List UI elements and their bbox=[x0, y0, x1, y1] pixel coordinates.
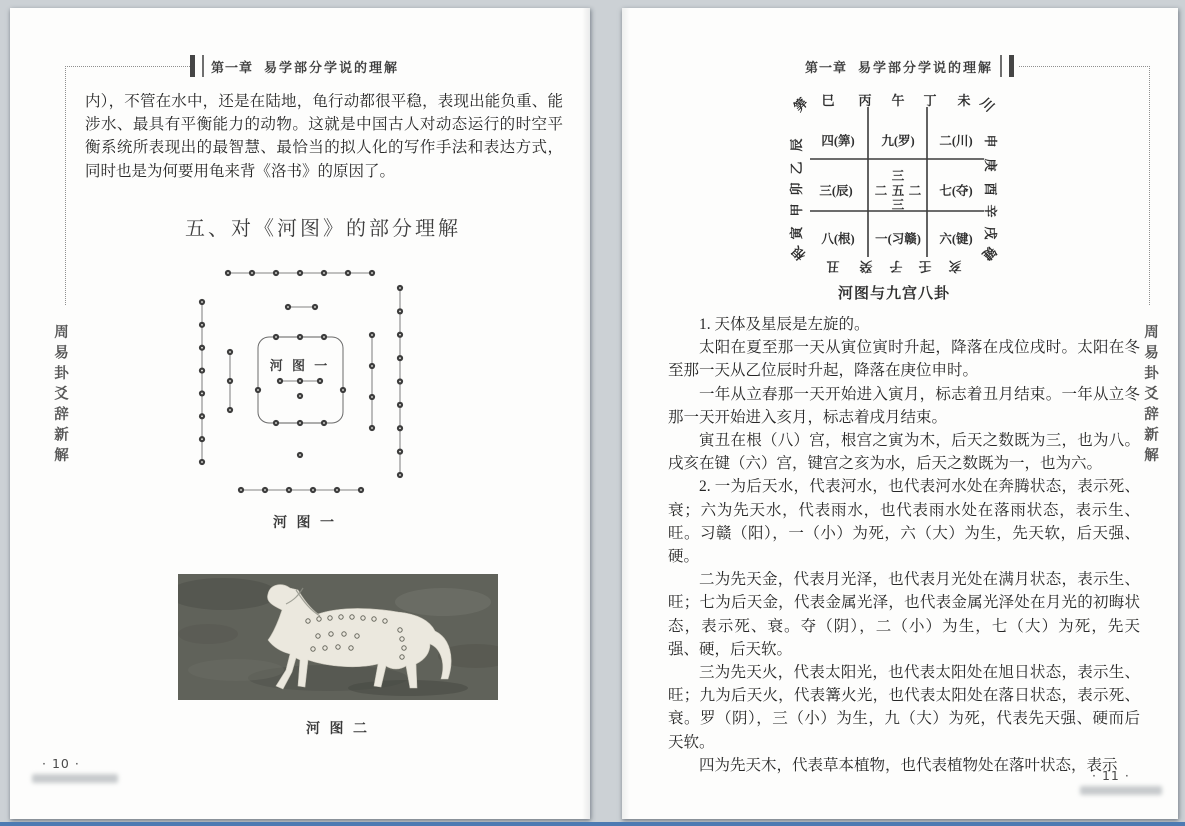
hetu-inner-label: 河 图 一 bbox=[269, 358, 331, 373]
corner-gen: 根 bbox=[788, 243, 809, 264]
left-page-header bbox=[190, 55, 399, 77]
left-body-text bbox=[85, 90, 563, 183]
paragraph: 1. 天体及星辰是左旋的。 bbox=[699, 316, 870, 333]
center-left: 二 bbox=[874, 184, 888, 198]
branch-you: 酉 bbox=[983, 182, 998, 196]
right-page bbox=[622, 8, 1178, 819]
hetu-dot-diagram bbox=[195, 260, 415, 505]
scan-bottom-edge-line bbox=[0, 822, 1185, 826]
branch-wei: 未 bbox=[957, 93, 971, 108]
spine-book-title: 周易卦爻辞新解 bbox=[52, 324, 68, 468]
chapter-number: 第一章 bbox=[804, 59, 847, 75]
scan-smudge bbox=[32, 774, 118, 783]
chapter-number: 第一章 bbox=[211, 59, 254, 75]
cell-6-jian: 六(键) bbox=[939, 232, 973, 246]
corner-xun: 筭 bbox=[790, 94, 811, 115]
chapter-title: 易学部分学说的理解 bbox=[264, 59, 400, 75]
figure2-caption: 河 图 二 bbox=[306, 722, 370, 737]
corner-chuan: 川 bbox=[977, 94, 998, 115]
center-bottom: 三 bbox=[891, 198, 905, 212]
branch-chou: 丑 bbox=[826, 259, 840, 274]
center-middle: 五 bbox=[891, 184, 905, 198]
stem-bing: 丙 bbox=[858, 93, 872, 108]
paragraph: 太阳在夏至那一天从寅位寅时升起，降落在戌位戌时。太阳在冬至那一天从乙位辰时升起，降落在庚位申时。 bbox=[668, 339, 1140, 380]
hetu-dots bbox=[199, 270, 403, 493]
paragraph: 二为先天金，代表月光泽，也代表月光处在满月状态，表示生、旺；七为后天金，代表金属光泽，也代表金属光泽处在月光的初晦状态，表示死、衰。夺（阴），二（小）为生，七（大）为死，先天强、硬，后天软。 bbox=[668, 571, 1140, 658]
stem-geng: 庚 bbox=[983, 158, 998, 172]
scan-smudge bbox=[1080, 786, 1162, 795]
paragraph: 内），不管在水中，还是在陆地，龟行动都很平稳，表现出能负重、能涉水、最具有平衡能力的动物。这就是中国古人对动态运行的时空平衡系统所表现出的最智慧、最恰当的拟人化的写作手法和表达方式，同时也是为何要用龟来背《洛书》的原因了。 bbox=[85, 93, 563, 180]
paragraph: 四为先天木，代表草本植物，也代表植物处在落叶状态，表示 bbox=[699, 756, 1118, 774]
header-bar-icon bbox=[190, 55, 195, 77]
stem-jia: 甲 bbox=[789, 203, 804, 217]
paragraph: 寅丑在根（八）宫，根宫之寅为木，后天之数既为三，也为八。戌亥在键（六）宫，键宫之亥为水，后天之数既为一，也为六。 bbox=[668, 432, 1140, 473]
cell-9-luo: 九(罗) bbox=[881, 134, 915, 148]
header-bar-icon bbox=[1009, 55, 1014, 77]
nine-palace-grid bbox=[788, 93, 1000, 278]
stem-xin: 辛 bbox=[983, 204, 998, 218]
page-number-right: · 11 · bbox=[1092, 768, 1130, 783]
stem-ding: 丁 bbox=[923, 93, 937, 108]
cell-8-gen: 八(根) bbox=[821, 232, 855, 246]
dotted-frame-right bbox=[1019, 66, 1150, 305]
right-body-text bbox=[668, 313, 1140, 777]
cell-7-duo: 七(夺) bbox=[939, 184, 973, 198]
header-bar-icon bbox=[1000, 55, 1002, 77]
section-heading: 五、对《河图》的部分理解 bbox=[185, 218, 461, 240]
corner-jian: 键 bbox=[979, 243, 1000, 264]
branch-wu: 午 bbox=[891, 93, 905, 108]
figure1-caption: 河 图 一 bbox=[273, 516, 337, 531]
cell-3-chen: 三(辰) bbox=[819, 184, 853, 198]
branch-si: 巳 bbox=[821, 93, 835, 108]
page-number-left: · 10 · bbox=[42, 756, 80, 771]
cell-1-xigan: 一(习赣) bbox=[875, 232, 921, 246]
branch-xu: 戌 bbox=[983, 226, 998, 240]
branch-yin: 寅 bbox=[789, 226, 804, 240]
paragraph: 一年从立春那一天开始进入寅月，标志着丑月结束。一年从立冬那一天开始进入亥月，标志着戌月结束。 bbox=[668, 385, 1140, 426]
header-bar-icon bbox=[202, 55, 204, 77]
cell-4-xun: 四(筭) bbox=[821, 134, 855, 148]
grid-caption: 河图与九宫八卦 bbox=[837, 286, 950, 302]
branch-mao: 卯 bbox=[789, 182, 804, 196]
stem-yi: 乙 bbox=[789, 161, 804, 175]
stem-gui: 癸 bbox=[859, 259, 873, 274]
right-page-header bbox=[805, 55, 1014, 77]
left-page bbox=[10, 8, 590, 819]
paragraph: 三为先天火，代表太阳光，也代表太阳处在旭日状态，表示生、旺；九为后天火，代表篝火光，也代表太阳处在落日状态，表示死、衰。罗（阴），三（小）为生，九（大）为死，代表先天强、硬而后天软。 bbox=[668, 664, 1140, 751]
branch-chen: 辰 bbox=[789, 138, 804, 152]
chapter-title: 易学部分学说的理解 bbox=[857, 59, 993, 75]
center-right: 二 bbox=[908, 184, 922, 198]
branch-zi: 子 bbox=[889, 259, 903, 274]
cell-2-chuan: 二(川) bbox=[939, 134, 973, 148]
grid-cells bbox=[819, 133, 972, 246]
branch-shen: 申 bbox=[983, 134, 998, 148]
paragraph: 2. 一为后天水，代表河水，也代表河水处在奔腾状态，表示死、衰；六为先天水，代表雨水，也代表雨水处在落雨状态，表示生、旺。习赣（阳），一（小）为死，六（大）为生，先天软，后天强、硬。 bbox=[668, 478, 1140, 566]
spine-book-title: 周易卦爻辞新解 bbox=[1142, 324, 1158, 468]
hetu-horse-figure bbox=[178, 574, 498, 700]
stem-ren: 壬 bbox=[918, 259, 932, 274]
branch-hai: 亥 bbox=[948, 259, 962, 274]
center-top: 三 bbox=[891, 169, 905, 183]
